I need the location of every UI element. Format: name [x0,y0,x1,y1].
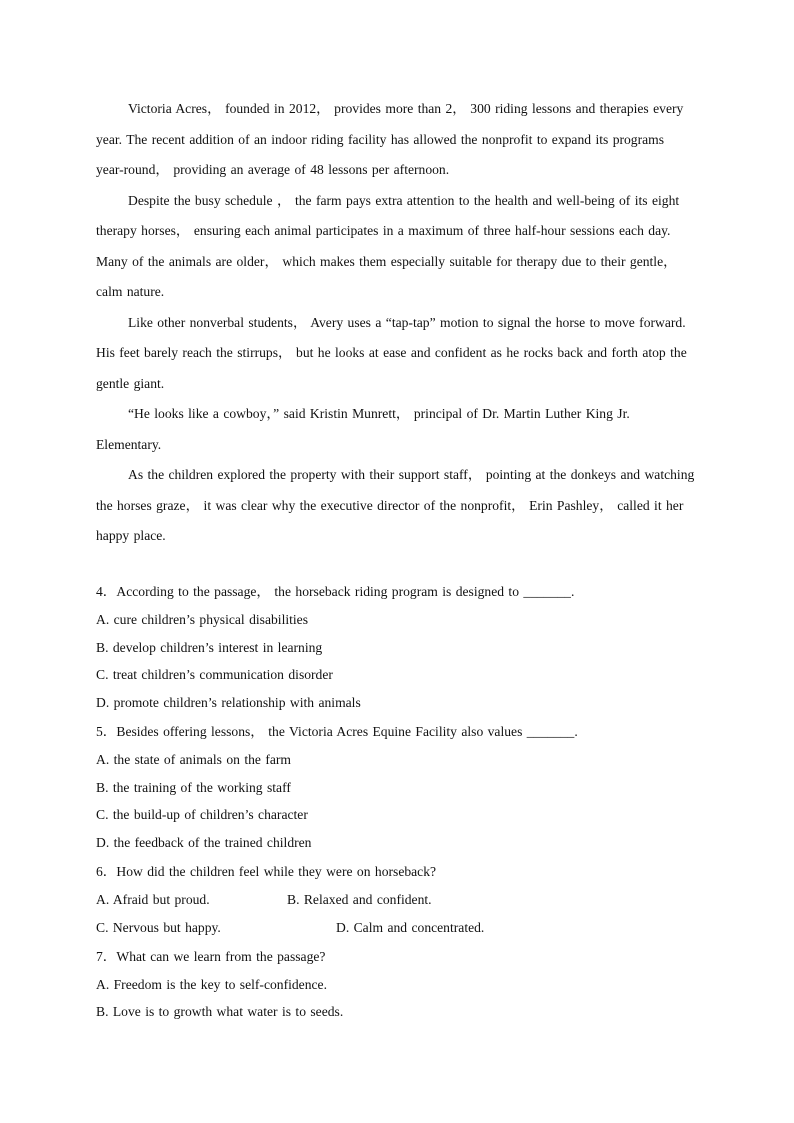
passage-paragraph: As the children explored the property with their support staff， pointing at the donkeys and watching the horses graze， it was clear why the executive director of the nonprofit， Erin Pashley， called it her happy place. [96,467,695,543]
answer-option: C. the build-up of children’s character [96,807,308,823]
question-list [96,577,696,1026]
answer-option: B. Relaxed and confident. [287,891,432,907]
answer-option-row [96,914,696,942]
question-stem: 5．Besides offering lessons， the Victoria Acres Equine Facility also values _______. [96,723,578,739]
answer-option: D. Calm and concentrated. [336,919,485,935]
answer-option-row [96,886,696,914]
passage-paragraph: Despite the busy schedule ， the farm pays extra attention to the health and well-being of its eight therapy horses， ensuring each animal participates in a maximum of three half-hour sessions each day. Many of the animals are older， which makes them especially suitable for therapy due to their gentle， calm nature. [96,192,680,299]
passage-paragraph: “He looks like a cowboy，” said Kristin Munrett， principal of Dr. Martin Luther King Jr. Elementary. [96,406,630,452]
question-stem: 7．What can we learn from the passage? [96,948,326,964]
question-4 [96,577,696,717]
question-stem: 6．How did the children feel while they were on horseback? [96,863,437,879]
question-5 [96,717,696,857]
answer-option: D. the feedback of the trained children [96,834,312,850]
passage-paragraph: Like other nonverbal students， Avery uses a “tap-tap” motion to signal the horse to move forward. His feet barely reach the stirrups， but he looks at ease and confident as he rocks back and forth atop the gentle giant. [96,314,687,391]
answer-option: B. develop children’s interest in learning [96,639,323,655]
passage-paragraph: Victoria Acres， founded in 2012， provides more than 2， 300 riding lessons and therapies every year. The recent addition of an indoor riding facility has allowed the nonprofit to expand its programs year-round， providing an average of 48 lessons per afternoon. [96,101,684,177]
question-7 [96,942,696,1026]
reading-passage [96,94,696,552]
answer-option: D. promote children’s relationship with animals [96,695,361,711]
answer-option: A. cure children’s physical disabilities [96,612,309,627]
answer-option: A. Afraid but proud. [96,891,210,907]
question-stem: 4．According to the passage， the horseback riding program is designed to _______. [96,584,575,599]
answer-option: B. Love is to growth what water is to seeds. [96,1004,344,1020]
answer-option: C. Nervous but happy. [96,919,221,935]
answer-option: A. the state of animals on the farm [96,751,291,767]
answer-option: C. treat children’s communication disorder [96,667,333,683]
answer-option: A. Freedom is the key to self-confidence. [96,976,327,992]
question-6 [96,857,696,942]
answer-option: B. the training of the working staff [96,779,291,795]
